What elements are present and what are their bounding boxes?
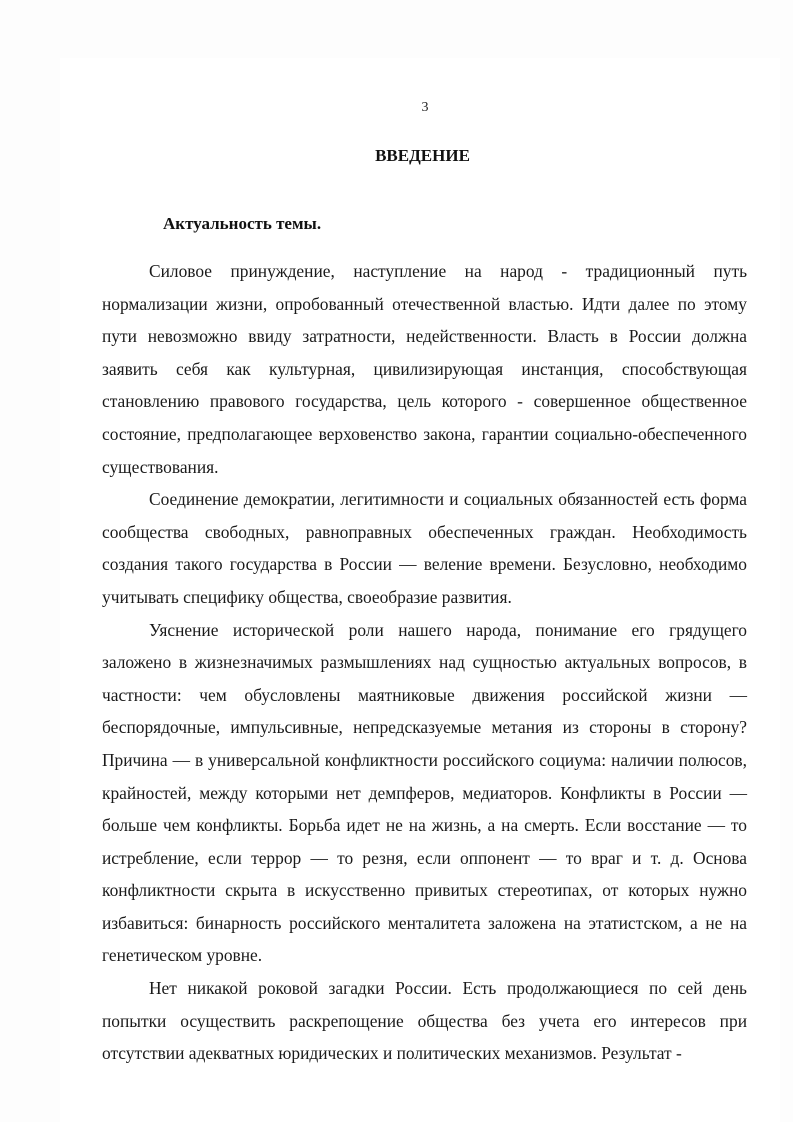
paragraph: Уяснение исторической роли нашего народа, понимание его грядущего заложено в жизнезначимых размышлениях над сущностью актуальных вопросов, в частности: чем обусловлены маятниковые движения российской жизни — беспорядочные, импульсивные, непредсказуемые метания из стороны в сторону? Причина — в универсальной конфликтности российского социума: наличии полюсов, крайностей, между которыми нет демпферов, медиаторов. Конфликты в России — больше чем конфликты. Борьба идет не на жизнь, а на смерть. Если восстание — то истребление, если террор — то резня, если оппонент — то враг и т. д. Основа конфликтности скрыта в искусственно привитых стереотипах, от которых нужно избавиться: бинарность российского менталитета заложена на этатистском, а не на генетическом уровне. [102, 619, 747, 966]
body-text [102, 255, 747, 1070]
paragraph: Силовое принуждение, наступление на народ - традиционный путь нормализации жизни, опробованный отечественной властью. Идти далее по этому пути невозможно ввиду затратности, недейственности. Власть в России должна заявить себя как культурная, цивилизирующая инстанция, способствующая становлению правового государства, цель которого - совершенное общественное состояние, предполагающее верховенство закона, гарантии социально-обеспеченного существования. [102, 261, 747, 477]
page-title: ВВЕДЕНИЕ [375, 146, 470, 165]
section-subheading: Актуальность темы. [163, 214, 322, 233]
paragraph: Нет никакой роковой загадки России. Есть продолжающиеся по сей день попытки осуществить раскрепощение общества без учета его интересов при отсутствии адекватных юридических и политических механизмов. Результат - [102, 978, 747, 1064]
paragraph: Соединение демократии, легитимности и социальных обязанностей есть форма сообщества свободных, равноправных обеспеченных граждан. Необходимость создания такого государства в России — веление времени. Безусловно, необходимо учитывать специфику общества, своеобразие развития. [102, 489, 747, 607]
page-number: 3 [421, 100, 429, 115]
